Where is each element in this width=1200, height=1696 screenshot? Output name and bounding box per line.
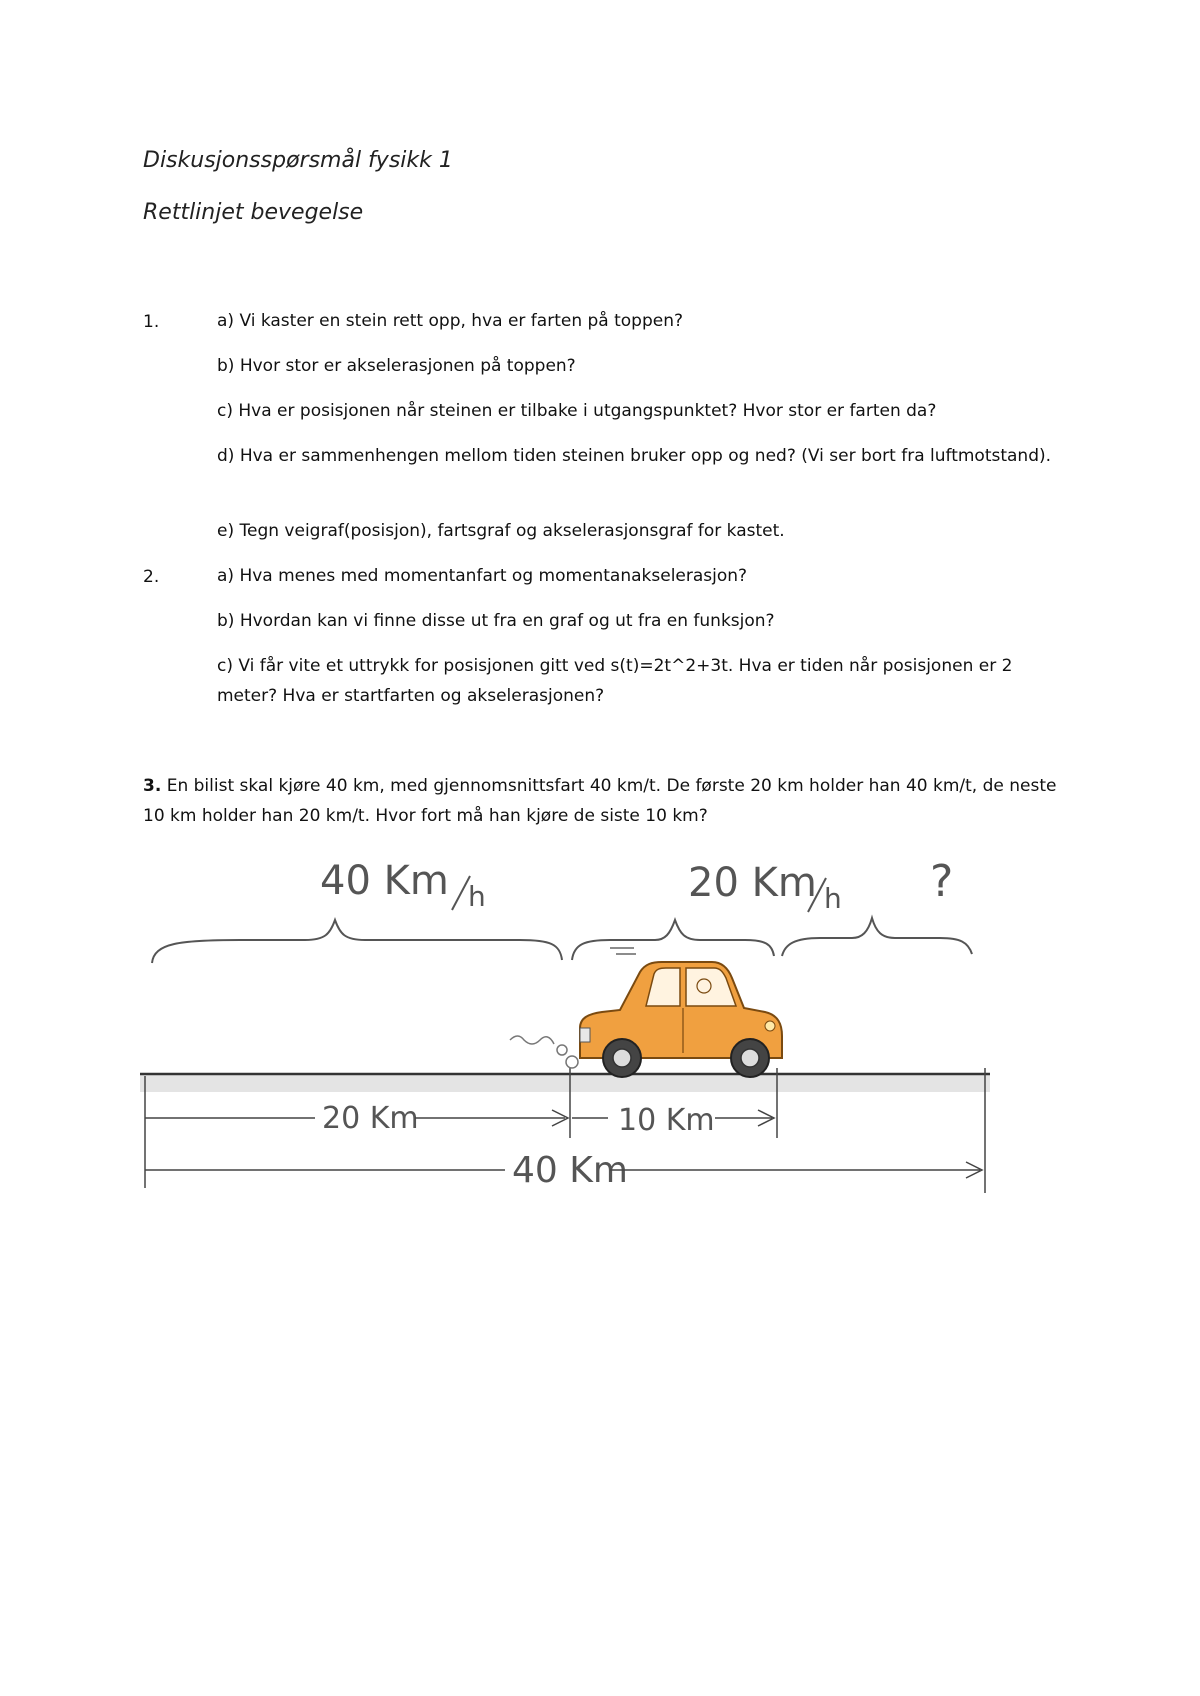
question-part: d) Hva er sammenhengen mellom tiden steinen bruker opp og ned? (Vi ser bort fra luftmotstand). <box>217 446 1052 466</box>
road-shading <box>140 1074 990 1092</box>
distance-label-total: 40 Km <box>512 1150 628 1191</box>
question-text: En bilist skal kjøre 40 km, med gjennomsnittsfart 40 km/t. De første 20 km holder han 40 km/t, de neste 10 km holder han 20 km/t. Hvor fort må han kjøre de siste 10 km? <box>143 776 1057 826</box>
exhaust-icon <box>566 1056 578 1068</box>
question-part: a) Hva menes med momentanfart og momentanakselerasjon? <box>217 566 748 586</box>
question-number: 3. <box>143 776 162 796</box>
exhaust-icon <box>557 1045 567 1055</box>
question-part: c) Hva er posisjonen når steinen er tilbake i utgangspunktet? Hvor stor er farten da? <box>217 401 937 421</box>
car-illustration <box>140 848 1060 1198</box>
question-part: b) Hvor stor er akselerasjonen på toppen? <box>217 356 576 376</box>
exhaust-icon <box>510 1036 554 1044</box>
car-icon <box>580 962 782 1077</box>
question-number: 1. <box>143 312 160 332</box>
speed-label-2: 20 Km <box>688 860 817 906</box>
question-part: c) Vi får vite et uttrykk for posisjonen gitt ved s(t)=2t^2+3t. Hva er tiden når posisjonen er 2 meter? Hva er startfarten og akselerasjonen? <box>217 656 1013 706</box>
speed-unit-2: h <box>824 882 842 915</box>
question-3 <box>143 771 1063 831</box>
brace-3 <box>782 918 972 956</box>
speed-unit-1: h <box>468 880 486 913</box>
brace-2 <box>572 920 774 960</box>
question-part: b) Hvordan kan vi finne disse ut fra en graf og ut fra en funksjon? <box>217 611 775 631</box>
page-title: Diskusjonsspørsmål fysikk 1 <box>143 148 453 173</box>
distance-label-1: 20 Km <box>322 1101 419 1136</box>
question-number: 2. <box>143 567 160 587</box>
page-subtitle: Rettlinjet bevegelse <box>143 200 364 225</box>
brace-1 <box>152 920 562 963</box>
distance-label-2: 10 Km <box>618 1103 715 1138</box>
speed-label-3: ? <box>930 856 954 907</box>
question-part: e) Tegn veigraf(posisjon), fartsgraf og akselerasjonsgraf for kastet. <box>217 521 785 541</box>
question-part: a) Vi kaster en stein rett opp, hva er farten på toppen? <box>217 311 684 331</box>
speed-label-1: 40 Km <box>320 858 449 904</box>
